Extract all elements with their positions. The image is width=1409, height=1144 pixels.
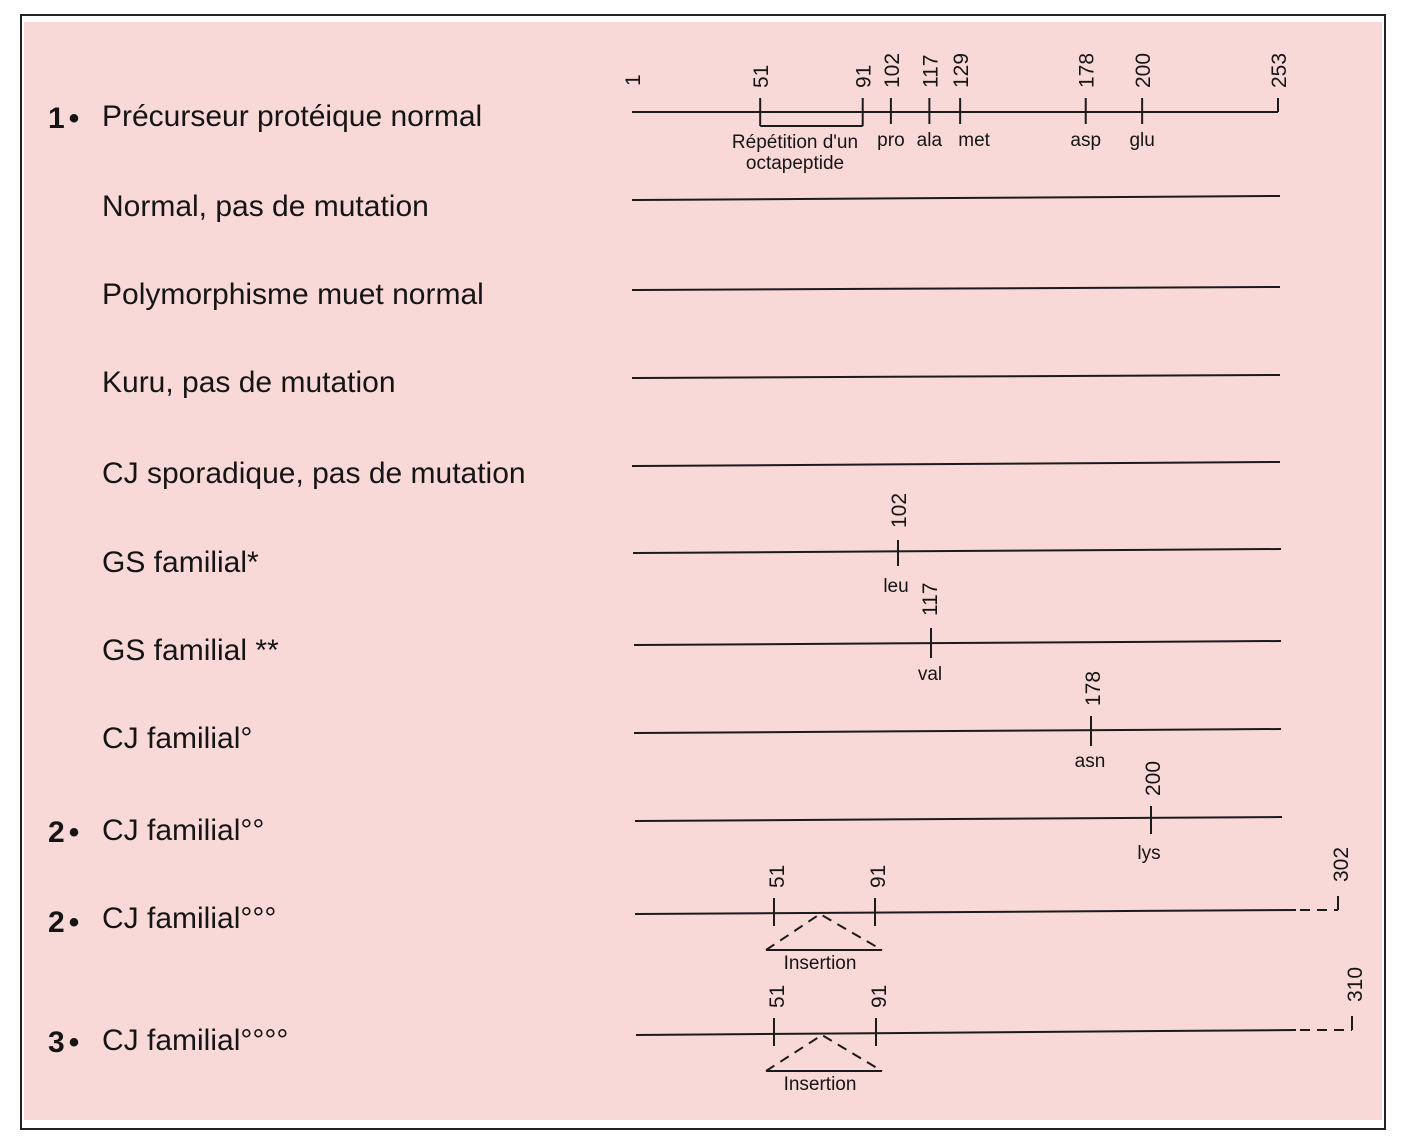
row-label: CJ familial° <box>102 722 253 755</box>
reference-row-label: Précurseur protéique normal <box>102 100 483 133</box>
repeat-label-line2: octapeptide <box>745 153 845 174</box>
mutation-position: 200 <box>1142 760 1165 796</box>
insertion-start-position: 51 <box>766 864 789 888</box>
row-label: CJ familial°°° <box>102 902 277 935</box>
mutation-residue: leu <box>883 576 909 597</box>
repeat-label-line1: Répétition d'un <box>731 132 859 153</box>
mutation-residue: asn <box>1074 751 1106 772</box>
row-number: 3 • <box>48 1026 80 1059</box>
position-label: 91 <box>852 64 876 88</box>
insertion-end-position: 91 <box>868 984 891 1008</box>
row-label: Kuru, pas de mutation <box>102 366 396 399</box>
residue-label: glu <box>1129 130 1155 151</box>
position-label: 200 <box>1132 52 1156 88</box>
insertion-start-position: 51 <box>766 984 789 1008</box>
row-label: Normal, pas de mutation <box>102 190 429 223</box>
mutation-position: 178 <box>1082 670 1105 706</box>
position-label: 129 <box>950 52 974 88</box>
position-label: 51 <box>750 64 774 88</box>
insertion-end-position: 91 <box>867 864 890 888</box>
residue-label: ala <box>916 130 943 151</box>
row-label: CJ sporadique, pas de mutation <box>102 457 526 490</box>
sequence-length: 302 <box>1330 846 1353 882</box>
sequence-length: 310 <box>1344 966 1367 1002</box>
row-label: GS familial* <box>102 546 259 579</box>
mutation-residue: val <box>917 664 943 685</box>
residue-label: met <box>958 130 990 151</box>
row-label: CJ familial°° <box>102 814 265 847</box>
residue-label: asp <box>1070 130 1102 151</box>
position-label: 1 <box>622 74 645 86</box>
row-label: GS familial ** <box>102 634 279 667</box>
position-label: 253 <box>1268 52 1291 88</box>
mutation-position: 102 <box>888 492 911 528</box>
mutation-position: 117 <box>919 582 942 616</box>
mutation-residue: lys <box>1137 843 1161 864</box>
position-label: 117 <box>919 54 943 88</box>
insertion-label: Insertion <box>783 1074 857 1095</box>
position-label: 178 <box>1075 52 1099 88</box>
row-label: Polymorphisme muet normal <box>102 278 484 311</box>
reference-row-number: 1 • <box>48 102 80 135</box>
insertion-label: Insertion <box>783 953 857 974</box>
row-number: 2 • <box>48 816 80 849</box>
row-number: 2 • <box>48 906 80 939</box>
position-label: 102 <box>880 52 904 88</box>
row-label: CJ familial°°°° <box>102 1024 289 1057</box>
residue-label: pro <box>877 130 905 151</box>
